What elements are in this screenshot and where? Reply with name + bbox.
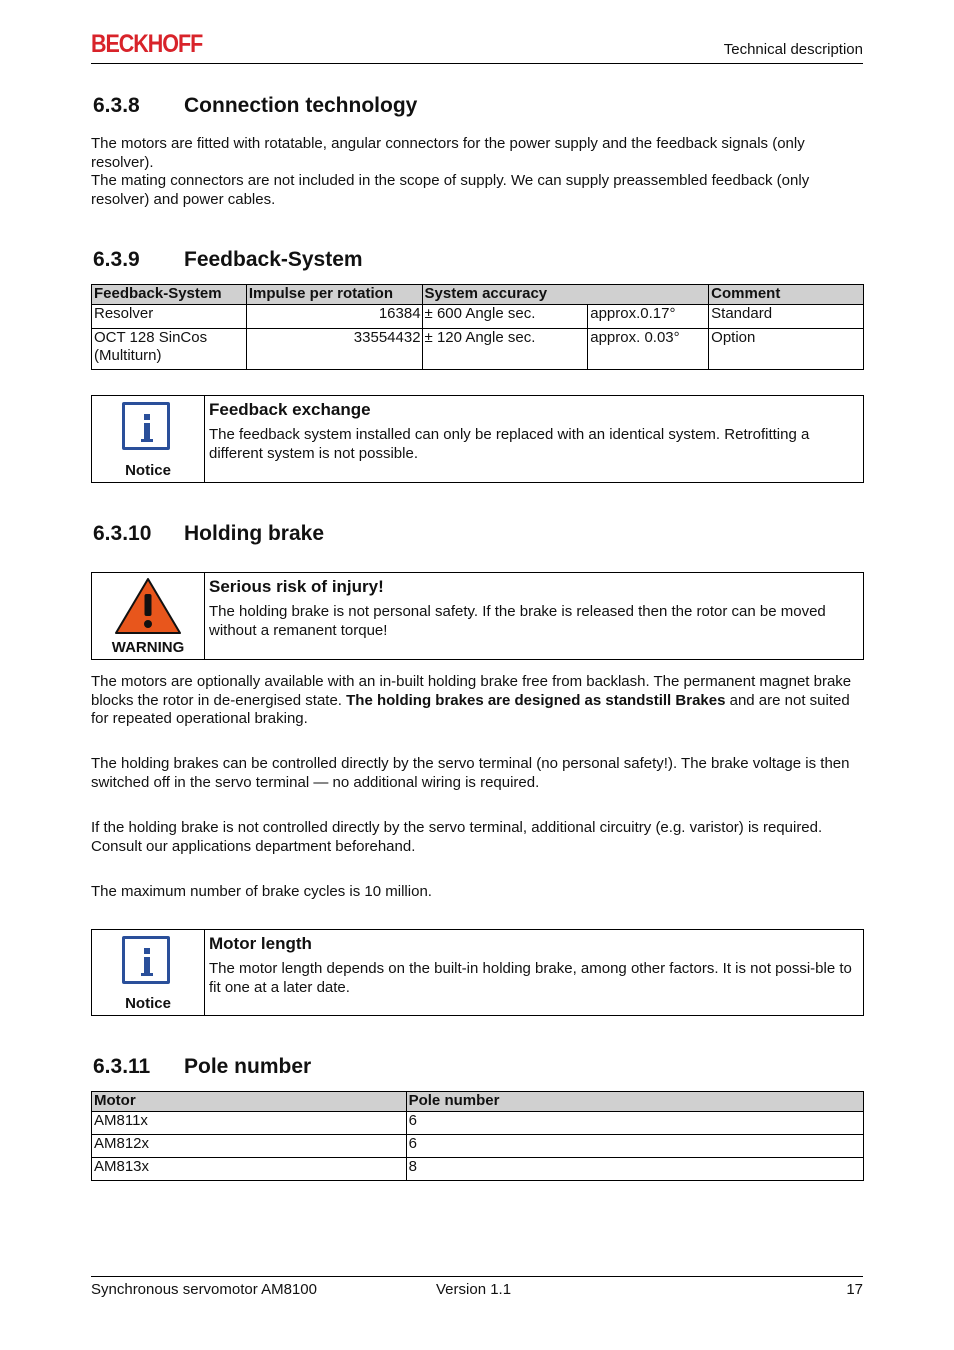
pole-number-table — [91, 1091, 864, 1181]
warning-caption: WARNING — [111, 638, 185, 656]
table-cell: approx.0.17° — [588, 305, 709, 329]
notice-feedback-exchange — [91, 395, 864, 483]
paragraph: The mating connectors are not included in the scope of supply. We can supply preassembled feedback (only resolver) and power cables. — [91, 172, 810, 208]
info-icon — [122, 402, 170, 450]
table-cell: OCT 128 SinCos (Multiturn) — [92, 329, 247, 370]
footer-version: Version 1.1 — [436, 1281, 512, 1298]
emphasis: The holding brakes are designed as standstill Brakes — [346, 691, 726, 709]
table-header-cell: Motor — [92, 1092, 407, 1112]
table-row — [92, 1158, 864, 1181]
table-cell: 16384 — [246, 305, 422, 329]
feedback-system-table — [91, 284, 864, 370]
notice-motor-length — [91, 929, 864, 1016]
notice-text: The feedback system installed can only be replaced with an identical system. Retrofitting a different system is not possible. — [209, 426, 810, 462]
table-cell: Standard — [709, 305, 864, 329]
notice-caption: Notice — [125, 461, 171, 479]
table-row — [92, 1135, 864, 1158]
info-icon — [122, 936, 170, 984]
header-divider — [91, 63, 863, 64]
table-row — [92, 329, 864, 370]
warning-title: Serious risk of injury! — [209, 577, 384, 596]
table-header-cell: Impulse per rotation — [246, 285, 422, 305]
table-header-row — [92, 285, 864, 305]
notice-content — [205, 396, 863, 482]
heading-pole-number: 6.3.11 Pole number — [93, 1055, 312, 1078]
heading-feedback-system: 6.3.9 Feedback-System — [93, 248, 363, 271]
warning-text: The holding brake is not personal safety. If the brake is released then the rotor can be moved without a remanent torque! — [209, 603, 826, 639]
brand-logo: BECKHOFF — [91, 30, 203, 58]
notice-caption: Notice — [125, 994, 171, 1012]
warning-icon — [114, 577, 182, 635]
warning-content — [205, 573, 863, 659]
warning-icon-cell — [92, 573, 205, 659]
notice-title: Feedback exchange — [209, 400, 371, 419]
table-header-cell: Pole number — [406, 1092, 863, 1112]
table-header-row — [92, 1092, 864, 1112]
table-cell: AM811x — [92, 1112, 407, 1135]
holding-brake-paragraph-2: The holding brakes can be controlled directly by the servo terminal (no personal safety!). The brake voltage is then switched off in the servo terminal — no additional wiring is required. — [91, 755, 850, 791]
warning-serious-risk — [91, 572, 864, 660]
notice-content — [205, 930, 863, 1015]
table-row — [92, 305, 864, 329]
table-cell: Option — [709, 329, 864, 370]
table-cell: ± 600 Angle sec. — [422, 305, 588, 329]
holding-brake-paragraph-3: If the holding brake is not controlled directly by the servo terminal, additional circuitry (e.g. varistor) is required. Consult our applications department beforehand. — [91, 819, 823, 855]
table-cell: AM813x — [92, 1158, 407, 1181]
table-cell: AM812x — [92, 1135, 407, 1158]
table-cell: Resolver — [92, 305, 247, 329]
notice-title: Motor length — [209, 934, 312, 953]
notice-text: The motor length depends on the built-in holding brake, among other factors. It is not possi-ble to fit one at a later date. — [209, 960, 852, 996]
heading-connection-technology: 6.3.8 Connection technology — [93, 94, 418, 117]
table-row — [92, 1112, 864, 1135]
holding-brake-paragraph-4: The maximum number of brake cycles is 10 million. — [91, 883, 432, 900]
heading-holding-brake: 6.3.10 Holding brake — [93, 522, 325, 545]
notice-icon-cell — [92, 930, 205, 1015]
footer-page-number: 17 — [846, 1281, 863, 1298]
footer-divider — [91, 1276, 863, 1277]
table-header-cell: System accuracy — [422, 285, 709, 305]
table-cell: 6 — [406, 1135, 863, 1158]
connection-technology-text — [91, 135, 863, 209]
table-cell: ± 120 Angle sec. — [422, 329, 588, 370]
table-cell: approx. 0.03° — [588, 329, 709, 370]
table-cell: 33554432 — [246, 329, 422, 370]
notice-icon-cell — [92, 396, 205, 482]
table-cell: 6 — [406, 1112, 863, 1135]
table-cell: 8 — [406, 1158, 863, 1181]
paragraph: The motors are fitted with rotatable, angular connectors for the power supply and the feedback signals (only resolver). — [91, 135, 805, 171]
header-section-title: Technical description — [723, 41, 863, 58]
table-header-cell: Comment — [709, 285, 864, 305]
table-header-cell: Feedback-System — [92, 285, 247, 305]
footer-document-title: Synchronous servomotor AM8100 — [91, 1281, 317, 1298]
holding-brake-paragraph-1: The motors are optionally available with an in-built holding brake free from backlash. The permanent magnet brake blocks the rotor in de-energised state. The holding brakes are designed as standstill Brakes and are not suited for repeated operational braking. — [91, 673, 852, 727]
